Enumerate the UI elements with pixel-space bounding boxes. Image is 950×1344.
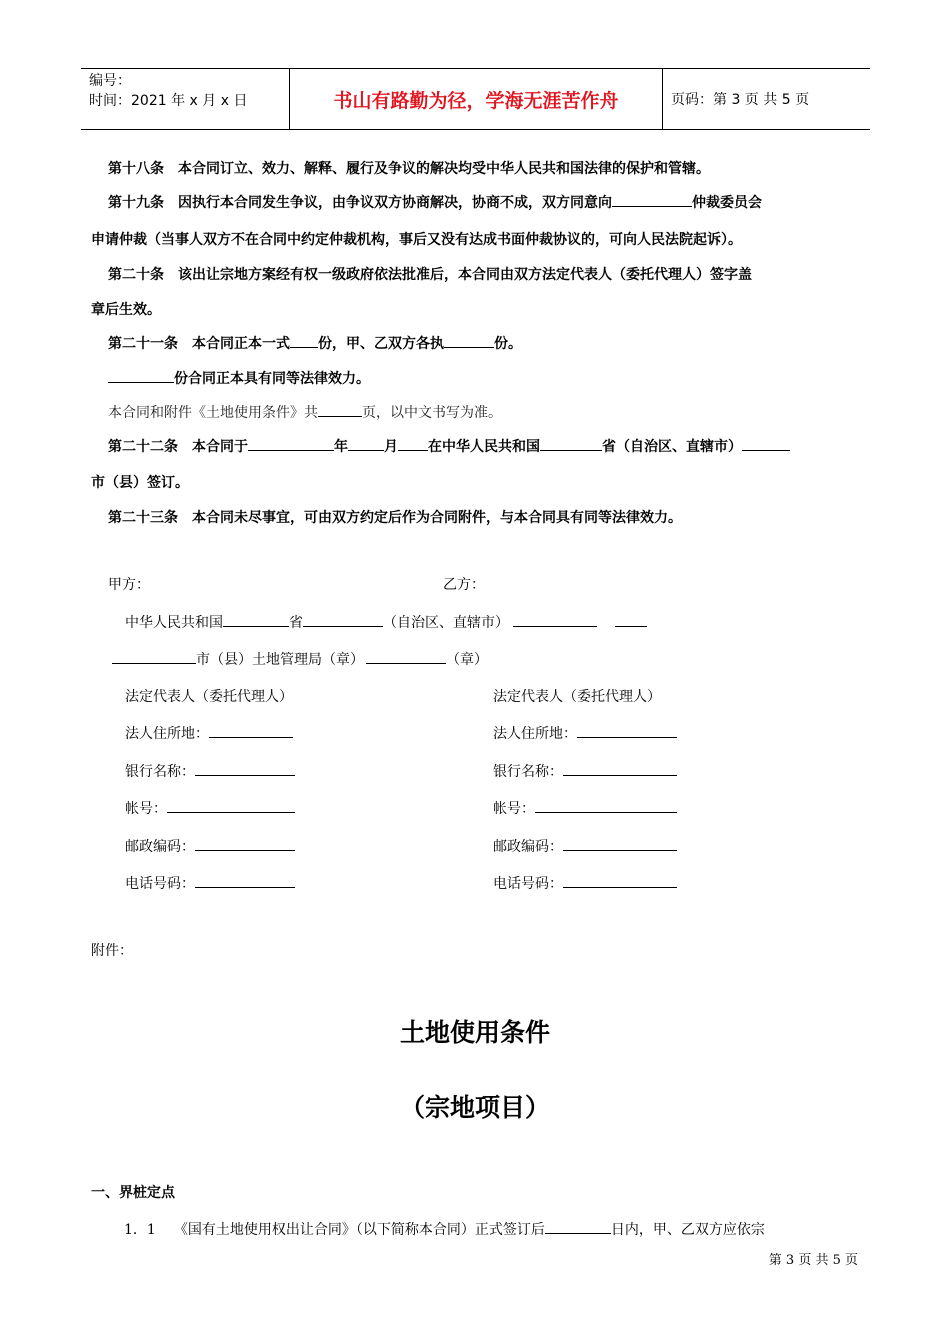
blank-field (318, 403, 362, 417)
bank-label: 银行名称： (493, 764, 563, 780)
party-b-phone (493, 873, 677, 893)
blank-field (248, 437, 334, 451)
blank-field (209, 724, 293, 738)
item-text: 《国有土地使用权出让合同》（以下简称本合同）正式签订后 (173, 1222, 545, 1238)
clause-22 (91, 436, 888, 456)
blank-field (540, 437, 602, 451)
page-footer: 第 3 页 共 5 页 (768, 1253, 858, 1268)
motto: 书山有路勤为径，学海无涯苦作舟 (289, 69, 663, 129)
item-text: 日内，甲、乙双方应依宗 (610, 1222, 765, 1238)
blank-field (112, 650, 196, 664)
clause-number: 第二十条 (108, 267, 164, 283)
blank-field (366, 650, 446, 664)
clause-23 (91, 507, 888, 527)
attachment-subtitle: （宗地项目） (399, 1093, 550, 1122)
bureau-line (112, 649, 488, 669)
province-label: 省 (289, 615, 303, 631)
blank-field (195, 762, 295, 776)
party-a-rep: 法定代表人（委托代理人） (125, 689, 293, 705)
attachment-title: 土地使用条件 (399, 1018, 550, 1047)
clause-22-cont: 市（县）签订。 (91, 475, 189, 491)
clause-number: 第二十二条 (108, 439, 178, 455)
clause-text: 份合同正本具有同等法律效力。 (174, 371, 370, 387)
seal-label: （章） (446, 652, 488, 668)
clause-text: 本合同未尽事宜，可由双方约定后作为合同附件，与本合同具有同等法律效力。 (192, 510, 682, 526)
phone-label: 电话号码： (125, 876, 195, 892)
blank-field (513, 613, 597, 627)
clause-text: 份。 (494, 336, 522, 352)
party-a-location-line (125, 612, 647, 632)
party-a-label: 甲方： (108, 577, 150, 593)
blank-field (398, 437, 428, 451)
clause-text: 省（自治区、直辖市） (602, 439, 742, 455)
party-a-bank (125, 761, 295, 781)
clause-19 (91, 192, 888, 212)
page-label: 页码：第 3 页 共 5 页 (671, 92, 810, 108)
postcode-label: 邮政编码： (125, 839, 195, 855)
party-b-postcode (493, 836, 677, 856)
number-label: 编号： (89, 73, 131, 89)
clause-21-pages (91, 402, 888, 422)
prc-label: 中华人民共和国 (125, 615, 223, 631)
page-header (81, 68, 870, 130)
clause-20 (91, 264, 888, 284)
clause-text: 本合同和附件《土地使用条件》共 (108, 405, 318, 421)
blank-field (223, 613, 289, 627)
account-label: 帐号： (125, 801, 167, 817)
clause-number: 第二十三条 (108, 510, 178, 526)
item-1-1 (124, 1219, 765, 1239)
clause-20-cont: 章后生效。 (91, 302, 161, 318)
blank-field (563, 874, 677, 888)
clause-text: 页，以中文书写为准。 (362, 405, 502, 421)
clause-19-cont: 申请仲裁（当事人双方不在合同中约定仲裁机构，事后又没有达成书面仲裁协议的，可向人民法院起诉）。 (91, 232, 742, 248)
clause-text: 该出让宗地方案经有权一级政府依法批准后，本合同由双方法定代表人（委托代理人）签字盖 (178, 267, 752, 283)
clause-text: 本合同正本一式 (192, 336, 290, 352)
clause-21-copies (91, 368, 888, 388)
party-b-bank (493, 761, 677, 781)
blank-field (742, 437, 790, 451)
party-a-phone (125, 873, 295, 893)
attachment-label: 附件： (91, 943, 133, 959)
clause-text: 在中华人民共和国 (428, 439, 540, 455)
phone-label: 电话号码： (493, 876, 563, 892)
party-a-account (125, 798, 295, 818)
address-label: 法人住所地： (125, 726, 209, 742)
party-b-rep: 法定代表人（委托代理人） (493, 689, 661, 705)
header-left-cell (81, 69, 289, 129)
blank-field (563, 837, 677, 851)
bank-label: 银行名称： (125, 764, 195, 780)
clause-number: 第十八条 (108, 161, 164, 177)
party-b-address (493, 723, 677, 743)
blank-field (108, 369, 174, 383)
blank-field (303, 613, 383, 627)
blank-field (612, 193, 692, 207)
clause-text: 本合同订立、效力、解释、履行及争议的解决均受中华人民共和国法律的保护和管辖。 (178, 161, 710, 177)
region-label: （自治区、直辖市） (383, 615, 509, 631)
blank-field (195, 837, 295, 851)
clause-text: 本合同于 (192, 439, 248, 455)
clause-text: 仲裁委员会 (692, 195, 762, 211)
clause-21 (91, 333, 888, 353)
party-a-postcode (125, 836, 295, 856)
blank-field (290, 334, 318, 348)
address-label: 法人住所地： (493, 726, 577, 742)
clause-text: 月 (384, 439, 398, 455)
blank-field (167, 799, 295, 813)
blank-field (545, 1220, 611, 1234)
blank-field (348, 437, 384, 451)
clause-18 (91, 158, 888, 178)
blank-field (535, 799, 677, 813)
clause-number: 第十九条 (108, 195, 164, 211)
time-label: 时间：2021 年 x 月 x 日 (89, 93, 248, 109)
blank-field (563, 762, 677, 776)
clause-text: 份，甲、乙双方各执 (318, 336, 444, 352)
item-number: 1．1 (124, 1222, 156, 1238)
postcode-label: 邮政编码： (493, 839, 563, 855)
blank-field (444, 334, 494, 348)
account-label: 帐号： (493, 801, 535, 817)
blank-field (615, 613, 647, 627)
party-b-label: 乙方： (443, 577, 485, 593)
blank-field (195, 874, 295, 888)
section-heading: 一、界桩定点 (91, 1185, 175, 1201)
city-bureau-label: 市（县）土地管理局（章） (196, 652, 364, 668)
party-b-account (493, 798, 677, 818)
blank-field (577, 724, 677, 738)
party-a-address (125, 723, 293, 743)
clause-number: 第二十一条 (108, 336, 178, 352)
clause-text: 年 (334, 439, 348, 455)
clause-text: 因执行本合同发生争议，由争议双方协商解决，协商不成，双方同意向 (178, 195, 612, 211)
